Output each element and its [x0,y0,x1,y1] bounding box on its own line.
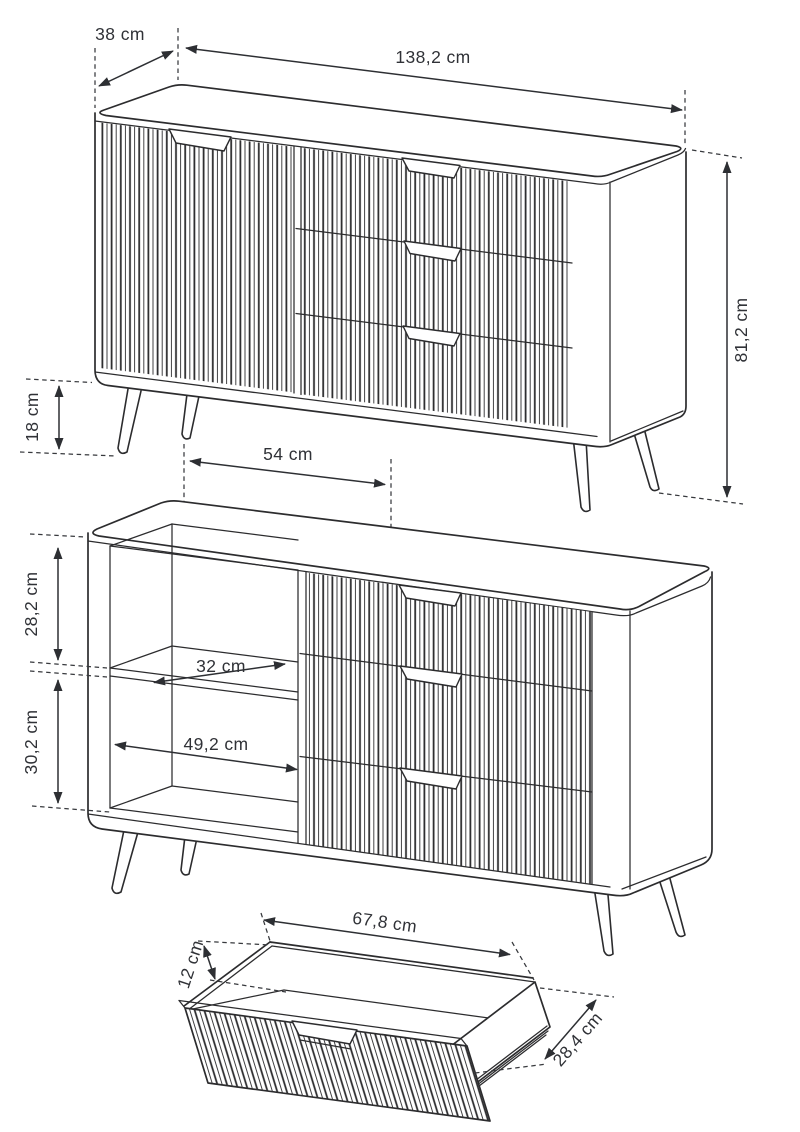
drawer-height-label: 12 cm [173,937,208,991]
fluted-drawer-stack [306,573,592,884]
drawer-depth-label: 28,4 cm [548,1007,607,1071]
leg-height-label: 18 cm [22,392,42,442]
drawer-view [173,908,614,1121]
back-right-leg [657,873,685,936]
fluted-door [100,123,294,393]
back-right-leg [633,430,659,491]
width-label: 138,2 cm [395,47,471,67]
sideboard-closed-view [20,24,751,542]
upper-compartment-label: 28,2 cm [21,571,41,637]
sideboard-open-view [21,501,712,956]
compartment-width-label: 49,2 cm [183,734,249,754]
front-right-leg [573,437,590,511]
dimension-drawer-width-67 [261,908,534,980]
dimension-leg-height-18 [20,379,116,456]
dimension-drawer-height-12 [173,937,286,992]
back-wall-top-inner [272,946,535,982]
shelf-depth-label: 32 cm [196,656,246,676]
height-label: 81,2 cm [731,297,751,363]
back-left-leg [182,394,199,439]
drawer-width-label: 67,8 cm [351,907,419,937]
depth-label: 38 cm [95,24,145,44]
back-wall-top-outer [270,942,533,978]
lower-compartment-label: 30,2 cm [21,709,41,775]
fluted-drawer-front [185,1008,490,1121]
front-left-leg [112,830,138,893]
fluted-drawer-stack [301,148,570,428]
leg-spacing-label: 54 cm [263,444,313,464]
front-left-leg [118,389,141,453]
